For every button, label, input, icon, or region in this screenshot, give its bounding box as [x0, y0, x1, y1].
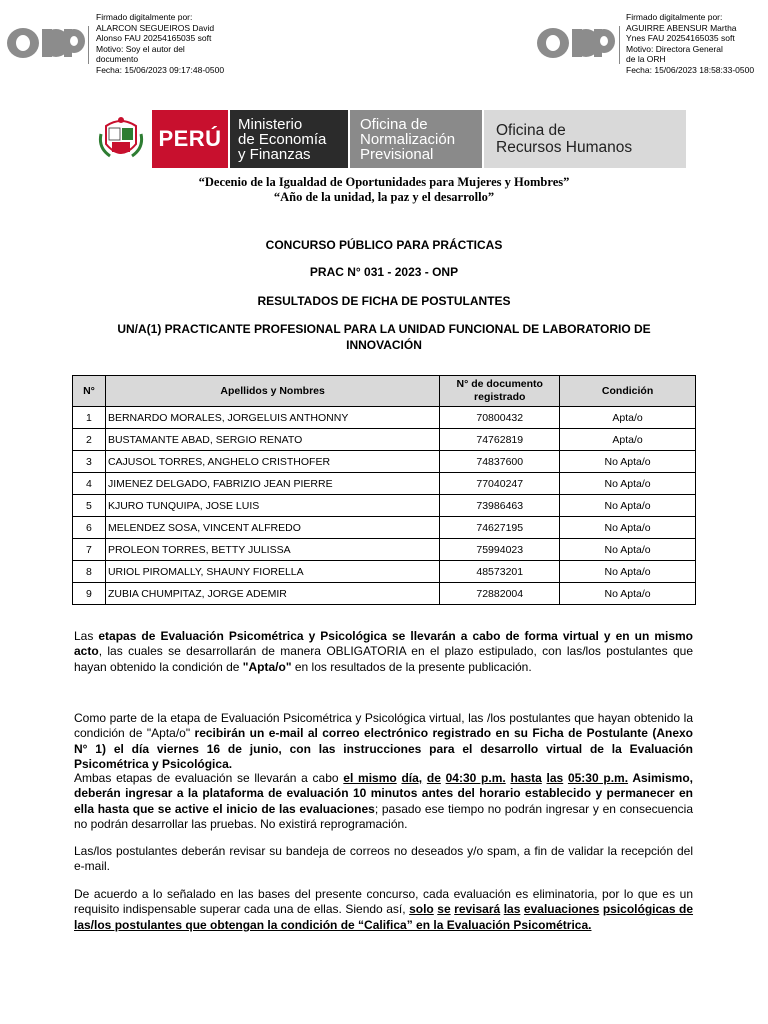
motto-line-2: “Año de la unidad, la paz y el desarrollo” — [273, 190, 495, 204]
text: Las — [74, 629, 99, 643]
onp-line: Oficina de — [360, 115, 428, 133]
table-row — [73, 561, 696, 583]
underlined-text: las — [503, 902, 521, 917]
orh-line: Oficina de — [496, 122, 566, 139]
signature-line: Alonso FAU 20254165035 soft — [96, 33, 212, 44]
title-unidad — [0, 321, 768, 353]
table-header-row — [73, 376, 696, 407]
table-row — [73, 495, 696, 517]
applicant-name: MELENDEZ SOSA, VINCENT ALFREDO — [105, 517, 439, 539]
table-row — [73, 429, 696, 451]
applicant-name: KJURO TUNQUIPA, JOSE LUIS — [105, 495, 439, 517]
underlined-text: 05:30 p.m. — [567, 771, 629, 785]
applicant-name: BUSTAMANTE ABAD, SERGIO RENATO — [105, 429, 439, 451]
row-number: 4 — [73, 473, 106, 495]
paragraph-evaluation-stages — [74, 629, 693, 675]
signature-line: Fecha: 15/06/2023 18:58:33-0500 — [626, 64, 755, 75]
signature-line: Ynes FAU 20254165035 soft — [626, 33, 735, 44]
table-row — [73, 451, 696, 473]
table-row — [73, 517, 696, 539]
text: De acuerdo a lo señalado en las bases del presente concurso, cada evaluación es eliminatoria, por lo que es un requisito indispensable superar cada una de ellas. Siendo así, — [74, 887, 693, 917]
title-concurso: CONCURSO PÚBLICO PARA PRÁCTICAS — [265, 238, 503, 252]
signature-line: Motivo: Directora General — [626, 43, 723, 54]
table-row — [73, 539, 696, 561]
column-header: N° — [73, 376, 106, 407]
condition: Apta/o — [560, 407, 696, 429]
bold-text: etapas de Evaluación Psicométrica y Psicológica se llevarán a cabo de forma virtual y en un mismo acto — [74, 629, 693, 659]
signature-line: Motivo: Soy el autor del — [96, 43, 185, 54]
results-table — [72, 375, 696, 605]
applicant-name: PROLEON TORRES, BETTY JULISSA — [105, 539, 439, 561]
signature-line: Fecha: 15/06/2023 09:17:48-0500 — [96, 64, 225, 75]
title-unidad-line: INNOVACIÓN — [346, 338, 422, 352]
signature-line: de la ORH — [626, 54, 666, 65]
title-unidad-line: UN/A(1) PRACTICANTE PROFESIONAL PARA LA UNIDAD FUNCIONAL DE LABORATORIO DE — [117, 322, 651, 336]
peru-label: PERÚ — [152, 110, 228, 168]
document-number: 72882004 — [440, 583, 560, 605]
applicant-name: BERNARDO MORALES, JORGELUIS ANTHONNY — [105, 407, 439, 429]
signature-line: AGUIRRE ABENSUR Martha — [626, 22, 737, 33]
document-number: 75994023 — [440, 539, 560, 561]
coat-of-arms-icon — [90, 110, 152, 168]
table-row — [73, 583, 696, 605]
text: Las/los postulantes deberán revisar su bandeja de correos no deseados y/o spam, a fin de validar la recepción del e-mail. — [74, 844, 693, 874]
signature-line: Firmado digitalmente por: — [96, 12, 193, 22]
bold-text: "Apta/o" — [242, 659, 292, 674]
document-number: 48573201 — [440, 561, 560, 583]
document-number: 70800432 — [440, 407, 560, 429]
condition: Apta/o — [560, 429, 696, 451]
condition: No Apta/o — [560, 539, 696, 561]
underlined-text: de — [426, 771, 441, 785]
signature-line: Firmado digitalmente por: — [626, 12, 723, 22]
mef-label — [228, 110, 348, 168]
text: , las cuales se desarrollarán de manera OBLIGATORIA en el plazo estipulado, con las/los postulantes que hayan obtenido la condición de — [74, 644, 693, 674]
applicant-name: ZUBIA CHUMPITAZ, JORGE ADEMIR — [105, 583, 439, 605]
table-row — [73, 473, 696, 495]
document-number: 73986463 — [440, 495, 560, 517]
row-number: 5 — [73, 495, 106, 517]
underlined-text: solo — [409, 902, 434, 917]
underlined-text: psicológicas de las/los postulantes que obtengan la condición de “Califica” en la Evaluación Psicométrica. — [74, 902, 694, 932]
row-number: 3 — [73, 451, 106, 473]
condition: No Apta/o — [560, 561, 696, 583]
mef-line: y Finanzas — [238, 145, 311, 163]
orh-label — [482, 110, 686, 168]
underlined-text: hasta — [510, 771, 542, 785]
orh-line: Recursos Humanos — [496, 139, 633, 156]
row-number: 1 — [73, 407, 106, 429]
mef-line: de Economía — [238, 130, 327, 148]
signature-right — [626, 12, 754, 76]
paragraph-schedule — [74, 771, 693, 833]
row-number: 8 — [73, 561, 106, 583]
signature-line: ALARCON SEGUEIROS David — [96, 22, 215, 33]
condition: No Apta/o — [560, 451, 696, 473]
text: Ambas etapas de evaluación se llevarán a cabo — [74, 771, 344, 785]
underlined-text: día, — [401, 771, 423, 785]
text: ; pasado ese tiempo no podrán ingresar y en consecuencia no podrán desarrollar las pruebas. No existirá reprogramación. — [74, 801, 694, 832]
document-number: 74762819 — [440, 429, 560, 451]
title-resultados: RESULTADOS DE FICHA DE POSTULANTES — [257, 294, 511, 308]
column-header: Apellidos y Nombres — [105, 376, 439, 407]
onp-logo-icon — [6, 24, 86, 62]
text: en los resultados de la presente publicación. — [291, 659, 532, 674]
underlined-text: el mismo — [343, 771, 397, 785]
paragraph-eliminatory — [74, 887, 693, 933]
onp-line: Normalización — [360, 130, 456, 148]
applicant-name: JIMENEZ DELGADO, FABRIZIO JEAN PIERRE — [105, 473, 439, 495]
title-prac: PRAC N° 031 - 2023 - ONP — [309, 265, 459, 279]
motto-line-1: “Decenio de la Igualdad de Oportunidades para Mujeres y Hombres” — [198, 175, 570, 189]
underlined-text: se — [437, 902, 451, 917]
column-header: Condición — [560, 376, 696, 407]
text: Como parte de la etapa de Evaluación Psicométrica y Psicológica virtual, las /los postulantes que hayan obtenido la condición de "Apta/o" — [74, 711, 693, 741]
document-number: 74627195 — [440, 517, 560, 539]
government-banner — [90, 110, 688, 168]
table-row — [73, 407, 696, 429]
applicant-name: CAJUSOL TORRES, ANGHELO CRISTHOFER — [105, 451, 439, 473]
column-header: N° de documento registrado — [440, 376, 560, 407]
row-number: 9 — [73, 583, 106, 605]
underlined-text: revisará — [454, 902, 501, 917]
underlined-text: 04:30 p.m. — [445, 771, 506, 785]
onp-line: Previsional — [360, 145, 434, 163]
mef-line: Ministerio — [238, 115, 303, 133]
paragraph-spam-check — [74, 844, 693, 875]
bold-text: recibirán un e-mail al correo electrónico registrado en su Ficha de Postulante (Anexo N° 1) el día viernes 16 de junio, con las instrucciones para el desarrollo virtual de la Evaluación Psicométrica y Psicológica. — [74, 726, 694, 772]
onp-label — [348, 110, 482, 168]
signature-line: documento — [96, 54, 139, 65]
onp-logo-icon — [536, 24, 616, 62]
underlined-text: las — [546, 771, 564, 785]
condition: No Apta/o — [560, 583, 696, 605]
row-number: 6 — [73, 517, 106, 539]
applicant-name: URIOL PIROMALLY, SHAUNY FIORELLA — [105, 561, 439, 583]
bold-text: Asimismo, deberán ingresar a la plataforma de evaluación 10 minutos antes del horario establecido y permanecer en ella hasta que se active el inicio de las evaluaciones — [74, 771, 694, 816]
paragraph-email-instructions — [74, 711, 693, 773]
mottos — [0, 175, 768, 205]
row-number: 2 — [73, 429, 106, 451]
row-number: 7 — [73, 539, 106, 561]
signature-left — [96, 12, 224, 76]
document-number: 74837600 — [440, 451, 560, 473]
condition: No Apta/o — [560, 517, 696, 539]
condition: No Apta/o — [560, 473, 696, 495]
condition: No Apta/o — [560, 495, 696, 517]
document-number: 77040247 — [440, 473, 560, 495]
underlined-text: evaluaciones — [523, 902, 600, 917]
